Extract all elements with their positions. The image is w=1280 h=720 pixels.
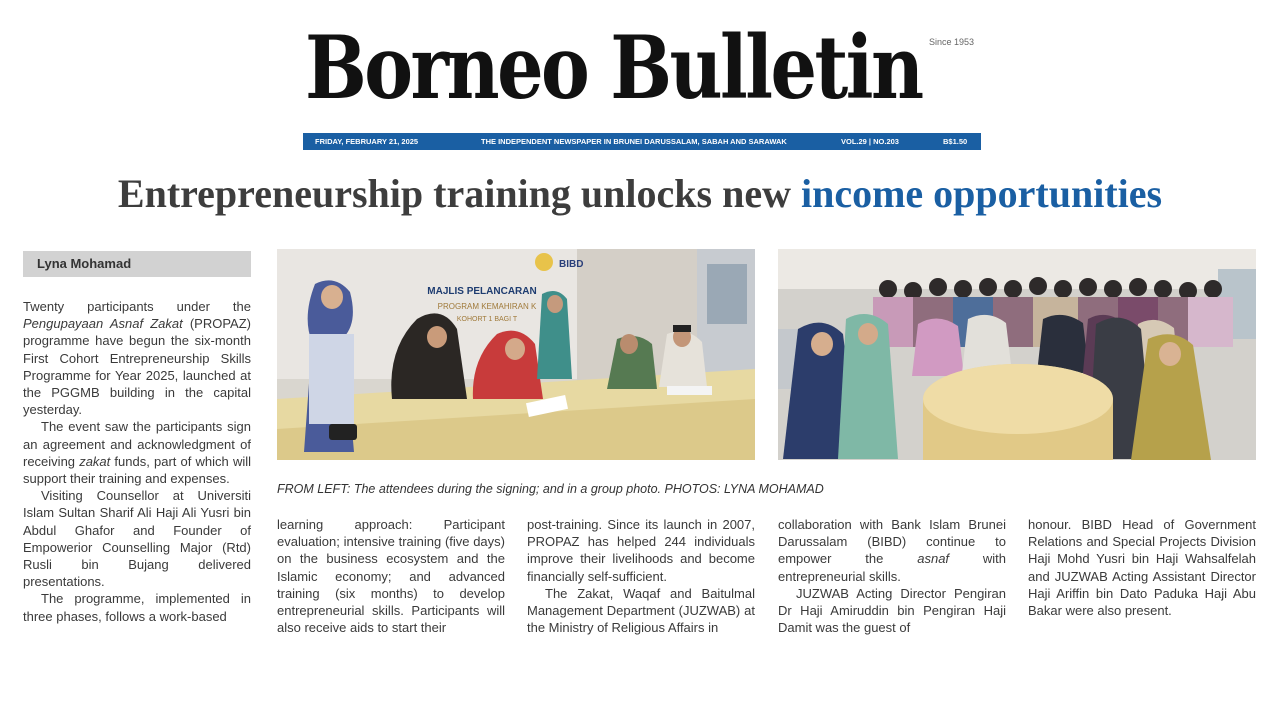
price: B$1.50 [943, 137, 968, 146]
photo-group [778, 249, 1256, 460]
paragraph: The Zakat, Waqaf and Baitulmal Management Department (JUZWAB) at the Ministry of Religious Affairs in [527, 585, 755, 636]
paragraph: learning approach: Participant evaluation; intensive training (five days) on the business ecosystem and the Islamic economy; and advanced training (six months) to develop entrepreneurial skills. Participants will also receive aids to start their [277, 517, 505, 636]
paragraph: Visiting Counsellor at Universiti Islam Sultan Sharif Ali Haji Ali Yusri bin Abdul Ghafor and Founder of Empowerior Counselling Major (Rtd) Rusli bin Bujang delivered presentations. [23, 488, 251, 590]
paragraph: The event saw the participants sign an agreement and acknowledgment of receiving zakat funds, part of which will support their training and expenses. [23, 419, 251, 487]
banner-logo: BIBD [559, 259, 584, 270]
paragraph: JUZWAB Acting Director Pengiran Dr Haji Amiruddin bin Pengiran Haji Damit was the guest of [778, 585, 1006, 636]
paragraph: honour. BIBD Head of Government Relations and Special Projects Division Haji Mohd Yusri bin Haji Wahsalfelah and JUZWAB Acting Assistant Director Haji Ariffin bin Dato Paduka Haji Abu Bakar were also present. [1028, 517, 1256, 619]
article-column-1 [23, 298, 251, 625]
paragraph: The programme, implemented in three phases, follows a work-based [23, 591, 251, 624]
headline [0, 170, 1280, 217]
tagline: THE INDEPENDENT NEWSPAPER IN BRUNEI DARUSSALAM, SABAH AND SARAWAK [481, 137, 787, 146]
banner-line-3: KOHORT 1 BAGI T [456, 316, 518, 323]
masthead [305, 16, 981, 122]
byline-author: Lyna Mohamad [37, 256, 132, 271]
headline-part-blue: income opportunities [800, 171, 1163, 216]
newspaper-title: Borneo Bulletin [305, 16, 922, 119]
paragraph: collaboration with Bank Islam Brunei Darussalam (BIBD) continue to empower the asnaf with entrepreneurial skills. [778, 517, 1007, 584]
photo-signing [277, 249, 755, 460]
article-column-3 [527, 516, 755, 636]
photo-caption: FROM LEFT: The attendees during the signing; and in a group photo. PHOTOS: LYNA MOHAMAD [277, 482, 824, 496]
banner-line-2: PROGRAM KEMAHIRAN K [437, 302, 537, 311]
article-column-5 [1028, 516, 1256, 619]
headline-part-dark: Entrepreneurship training unlocks new [117, 171, 801, 216]
paragraph: Twenty participants under the Pengupayaan Asnaf Zakat (PROPAZ) programme have begun the six-month First Cohort Entrepreneurship Skills Programme for Year 2025, launched at the PGGMB building in the capital yesterday. [23, 299, 251, 418]
dateline-bar [303, 133, 981, 150]
banner-title: MAJLIS PELANCARAN [427, 286, 537, 297]
article-column-2 [277, 516, 505, 636]
since-label: Since 1953 [929, 37, 975, 47]
issue-date: FRIDAY, FEBRUARY 21, 2025 [315, 137, 419, 146]
volume-number: VOL.29 | NO.203 [841, 137, 899, 146]
article-column-4 [778, 516, 1006, 636]
byline-box [23, 251, 251, 277]
paragraph: post-training. Since its launch in 2007, PROPAZ has helped 244 individuals improve their livelihoods and become financially self-sufficient. [527, 517, 755, 584]
